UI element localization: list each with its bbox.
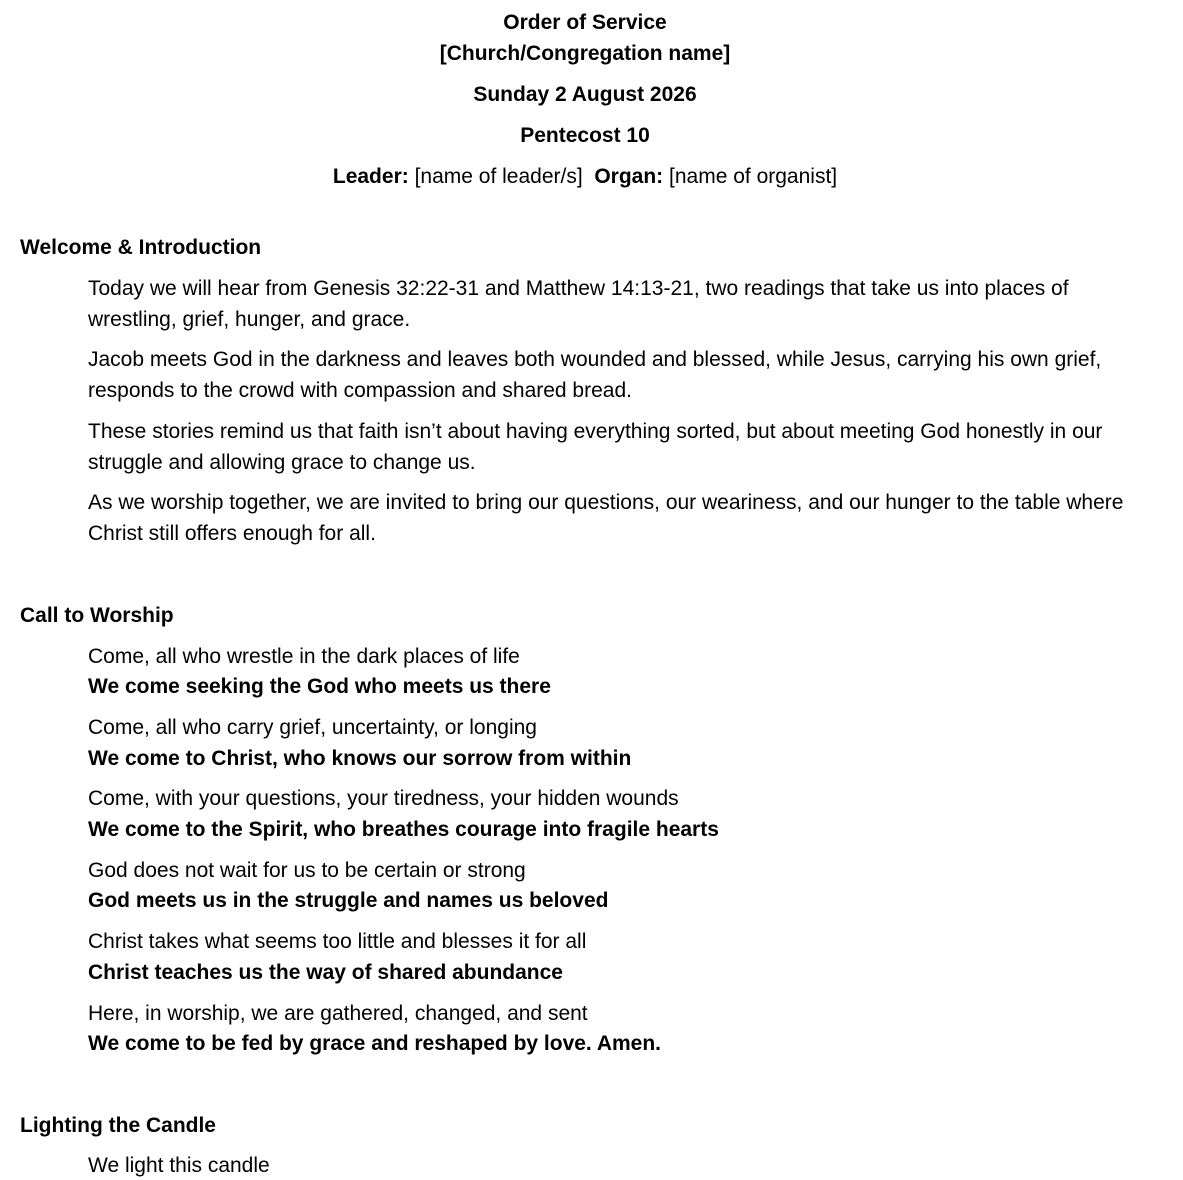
leader-label: Leader: (332, 165, 409, 188)
leader-line: Christ takes what seems too little and blesses it for all (88, 930, 587, 953)
leader-value: [name of leader/s] (414, 165, 583, 188)
leader-line: Here, in worship, we are gathered, changed, and sent (88, 1002, 588, 1025)
leader-line: Come, all who carry grief, uncertainty, or longing (88, 716, 537, 739)
leader-organ-line (0, 163, 1170, 191)
leader-line: God does not wait for us to be certain or strong (88, 859, 526, 882)
people-response: We come seeking the God who meets us there (88, 675, 551, 698)
welcome-paragraph: As we worship together, we are invited to bring our questions, our weariness, and our hunger to the table where Christ still offers enough for all. (88, 491, 1124, 545)
welcome-paragraph: These stories remind us that faith isn’t about having everything sorted, but about meeting God honestly in our struggle and allowing grace to change us. (88, 420, 1103, 474)
candle-first-line: We light this candle (88, 1154, 270, 1177)
liturgical-season: Pentecost 10 (520, 124, 650, 147)
leader-line: Come, all who wrestle in the dark places of life (88, 645, 520, 668)
organ-label: Organ: (594, 165, 664, 188)
service-date: Sunday 2 August 2026 (473, 83, 697, 106)
welcome-paragraph: Jacob meets God in the darkness and leaves both wounded and blessed, while Jesus, carrying his own grief, responds to the crowd with compassion and shared bread. (88, 348, 1102, 402)
document-title: Order of Service (503, 11, 667, 34)
people-response: Christ teaches us the way of shared abundance (88, 961, 563, 984)
people-response: God meets us in the struggle and names us beloved (88, 889, 609, 912)
people-response: We come to the Spirit, who breathes courage into fragile hearts (88, 818, 719, 841)
lighting-candle-heading: Lighting the Candle (20, 1114, 216, 1137)
people-response: We come to Christ, who knows our sorrow from within (88, 747, 632, 770)
welcome-heading: Welcome & Introduction (20, 236, 262, 259)
call-to-worship-heading: Call to Worship (20, 604, 174, 627)
people-response: We come to be fed by grace and reshaped by love. Amen. (88, 1032, 661, 1055)
congregation-name: [Church/Congregation name] (439, 42, 731, 65)
welcome-paragraph: Today we will hear from Genesis 32:22-31 and Matthew 14:13-21, two readings that take us into places of wrestling, grief, hunger, and grace. (88, 277, 1069, 331)
leader-line: Come, with your questions, your tiredness, your hidden wounds (88, 787, 679, 810)
organ-value: [name of organist] (669, 165, 838, 188)
